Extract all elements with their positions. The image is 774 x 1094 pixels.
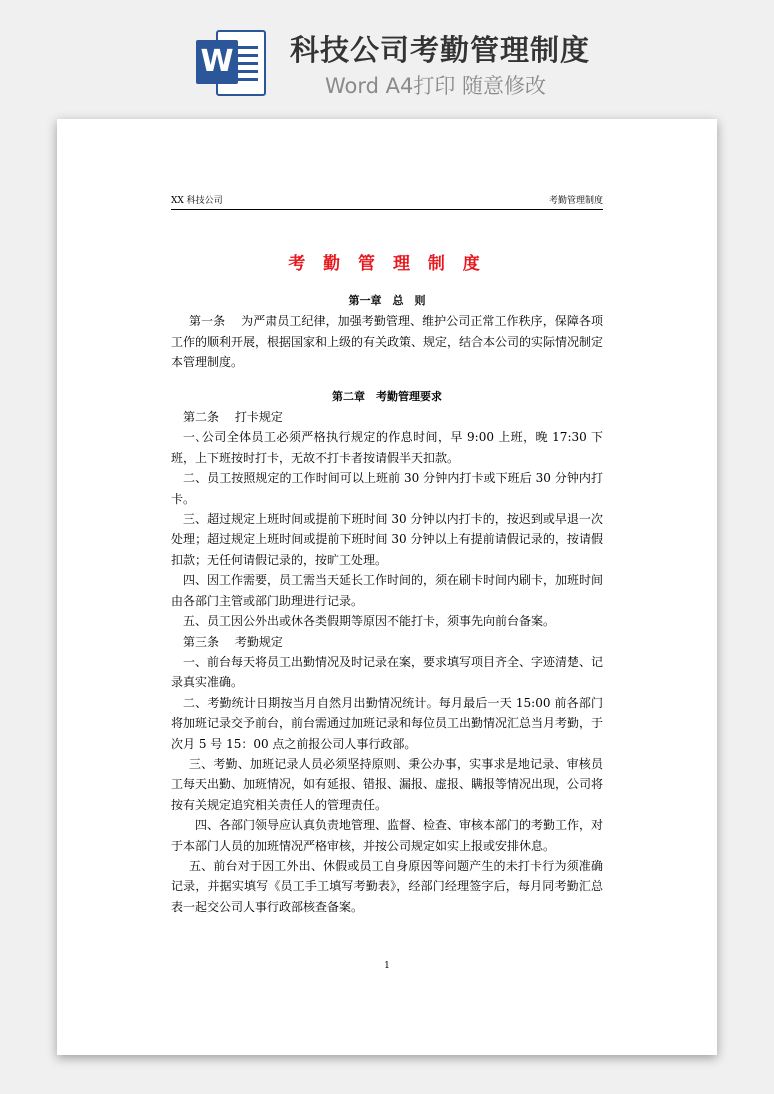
banner-title: 科技公司考勤管理制度: [290, 33, 591, 67]
page-header: [171, 193, 603, 210]
clause-paragraph: 一、前台每天将员工出勤情况及时记录在案，要求填写项目齐全、字迹清楚、记录真实准确。: [171, 654, 604, 690]
header-company: XX 科技公司: [171, 196, 223, 206]
document-title: 考 勤 管 理 制 度: [288, 254, 486, 274]
clause-paragraph: 一､公司全体员工必须严格执行规定的作息时间，早 9:00 上班，晚 17:30 下班，上下班按时打卡，无故不打卡者按请假半天扣款。: [171, 430, 603, 465]
word-logo-letter: W: [196, 40, 238, 84]
clause-paragraph: 二、员工按照规定的工作时间可以上班前 30 分钟内打卡或下班后 30 分钟内打卡。: [171, 471, 603, 506]
clause-paragraph: 四、因工作需要，员工需当天延长工作时间的，须在刷卡时间内刷卡，加班时间由各部门主管或部门助理进行记录。: [171, 573, 604, 608]
banner-subtitle: Word A4打印 随意修改: [325, 74, 547, 98]
chapter-heading: 第一章 总 则: [348, 294, 426, 307]
clause-paragraph: 三、考勤、加班记录人员必须坚持原则、秉公办事，实事求是地记录、审核员工每天出勤、加班情况，如有延报、错报、漏报、虚报、瞒报等情况出现，公司将按有关规定追究相关责任人的管理责任。: [171, 756, 604, 812]
page-number: 1: [384, 961, 390, 971]
clause-paragraph: 三、超过规定上班时间或提前下班时间 30 分钟以内打卡的，按迟到或早退一次处理；超过规定上班时间或提前下班时间 30 分钟以上有提前请假记录的，按请假扣款；无任何请假记录的，按旷工处理。: [171, 512, 603, 567]
document-body: [171, 291, 603, 917]
article-heading: 第三条 考勤规定: [183, 634, 283, 649]
document-page: [57, 119, 717, 1055]
clause-paragraph: 四、各部门领导应认真负责地管理、监督、检查、审核本部门的考勤工作，对于本部门人员的加班情况严格审核，并按公司规定如实上报或安排休息。: [171, 818, 604, 853]
clause-paragraph: 二、考勤统计日期按当月自然月出勤情况统计。每月最后一天 15:00 前各部门将加班记录交予前台，前台需通过加班记录和每位员工出勤情况汇总当月考勤，于次月 5 号 15：00 点之前报公司人事行政部。: [171, 695, 604, 751]
chapter-heading: 第二章 考勤管理要求: [332, 389, 442, 403]
article-paragraph: 第一条 为严肃员工纪律，加强考勤管理、维护公司正常工作秩序，保障各项工作的顺利开展，根据国家和上级的有关政策、规定，结合本公司的实际情况制定本管理制度。: [171, 314, 604, 370]
article-heading: 第二条 打卡规定: [183, 410, 283, 425]
word-document-icon: [196, 26, 266, 96]
clause-paragraph: 五、员工因公外出或休各类假期等原因不能打卡，须事先向前台备案。: [183, 614, 556, 629]
header-doc-name: 考勤管理制度: [548, 196, 603, 206]
banner: [0, 0, 774, 110]
clause-paragraph: 五、前台对于因工外出、休假或员工自身原因等问题产生的未打卡行为须准确记录，并据实填写《员工手工填写考勤表》，经部门经理签字后，每月同考勤汇总表一起交公司人事行政部核查备案。: [171, 858, 603, 914]
